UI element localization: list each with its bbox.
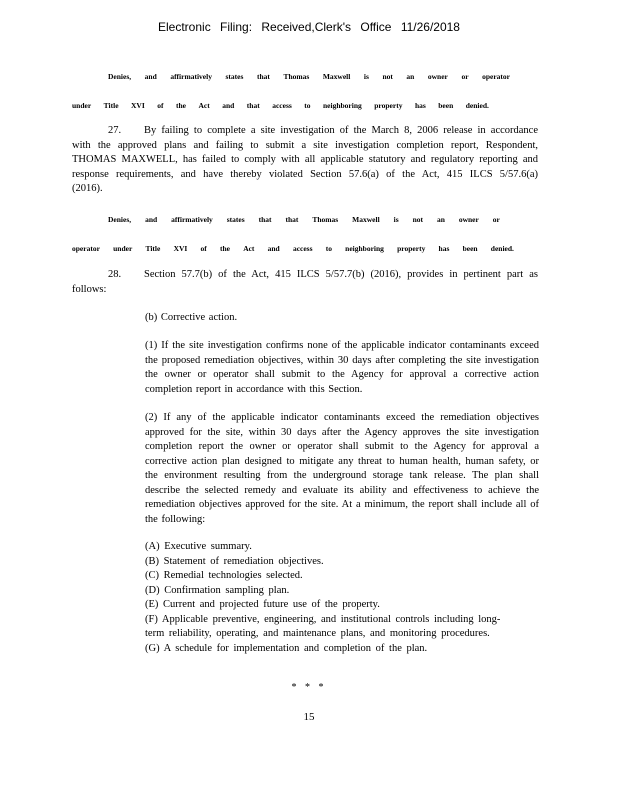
word: states [225, 72, 244, 81]
word: or [492, 215, 500, 224]
word: denied. [465, 101, 489, 110]
word: Act [243, 244, 255, 253]
denial-1-line-2 [72, 101, 489, 110]
word: Thomas [283, 72, 310, 81]
word: operator [72, 244, 100, 253]
word: under [113, 244, 133, 253]
word: Denies, [108, 215, 132, 224]
quote-paragraph-2: (2) If any of the applicable indicator contaminants exceed the remediation objectives approved for the site, within 30 days after the Agency approves the site investigation completion report the owner or operator shall submit to the Agency for approval a corrective action plan designed to mitigate any threat to human health, human safety, or the environment resulting from the underground storage tank release. The plan shall describe the selected remedy and evaluate its ability and effectiveness to achieve the remediation objectives approved for the site. At a minimum, the report shall include all of the following: [145, 412, 539, 525]
word: owner [458, 215, 479, 224]
list-item: (D) Confirmation sampling plan. [145, 584, 290, 596]
quote-paragraph-1: (1) If the site investigation confirms none of the applicable indicator contaminants exceed the proposed remediation objectives, within 30 days after completing the site investigation the owner or operator shall submit to the Agency for approval a corrective action completion report in accordance with this Section. [145, 340, 539, 395]
word: affirmatively [171, 215, 213, 224]
word: been [462, 244, 478, 253]
word: and [145, 215, 158, 224]
list-item: (F) Applicable preventive, engineering, and institutional controls including long-term reliability, operating, and maintenance plans, and monitoring procedures. [145, 613, 501, 639]
word: Denies, [108, 72, 132, 81]
paragraph-28 [72, 268, 538, 297]
word: the [219, 244, 230, 253]
word: been [438, 101, 454, 110]
word: an [436, 215, 445, 224]
word: Title [103, 101, 119, 110]
word: an [406, 72, 415, 81]
list-item: (C) Remedial technologies selected. [145, 570, 303, 581]
list-item: (E) Current and projected future use of the property. [145, 599, 380, 610]
word: XVI [173, 244, 188, 253]
word: neighboring [323, 101, 362, 110]
word: not [412, 215, 423, 224]
word: Title [145, 244, 161, 253]
word: Maxwell [322, 72, 351, 81]
paragraph-number: 28. [108, 269, 122, 280]
quote-heading: (b) Corrective action. [145, 312, 238, 323]
word: and [222, 101, 235, 110]
word: property [374, 101, 403, 110]
list-item: (B) Statement of remediation objectives. [145, 555, 324, 567]
word: that [258, 215, 272, 224]
word: access [292, 244, 313, 253]
word: the [176, 101, 186, 110]
word: neighboring [345, 244, 384, 253]
paragraph-number: 27. [108, 125, 122, 136]
word: and [267, 244, 280, 253]
word: property [397, 244, 426, 253]
word: operator [482, 72, 510, 81]
word: that [285, 215, 299, 224]
paragraph-text: By failing to complete a site investigation of the March 8, 2006 release in accordance with the approved plans and failing to submit a site investigation completion report, Respondent, THOMAS MAXWELL, has failed to comply with all applicable statutory and regulatory reporting and response requirements, and have thereby violated Section 57.6(a) of the Act, 415 ILCS 5/57.6(a) (2016). [72, 125, 538, 194]
word: to [325, 244, 332, 253]
word: that [256, 72, 270, 81]
word: affirmatively [170, 72, 212, 81]
section-separator: * * * [291, 682, 327, 693]
list-item: (A) Executive summary. [145, 541, 252, 552]
page-number: 15 [303, 711, 315, 723]
word: is [363, 72, 369, 81]
word: denied. [490, 244, 514, 253]
word: access [272, 101, 292, 110]
word: to [304, 101, 311, 110]
denial-2-line-1 [108, 215, 500, 224]
filing-header: Electronic Filing: Received,Clerk's Office 11/26/2018 [158, 20, 460, 34]
word: has [414, 101, 426, 110]
word: owner [427, 72, 448, 81]
denial-1-line-1 [108, 72, 510, 81]
requirements-list [145, 540, 539, 656]
word: is [393, 215, 399, 224]
word: Maxwell [352, 215, 380, 224]
word: Thomas [312, 215, 339, 224]
word: of [200, 244, 207, 253]
list-item: (G) A schedule for implementation and completion of the plan. [145, 642, 428, 654]
word: states [226, 215, 245, 224]
word: and [144, 72, 157, 81]
word: under [72, 101, 92, 110]
word: XVI [131, 101, 145, 110]
paragraph-text: Section 57.7(b) of the Act, 415 ILCS 5/57.7(b) (2016), provides in pertinent part as follows: [72, 269, 538, 295]
word: Act [198, 101, 210, 110]
word: not [382, 72, 393, 81]
word: has [438, 244, 450, 253]
word: that [246, 101, 260, 110]
word: or [461, 72, 469, 81]
denial-2-line-2 [72, 244, 514, 253]
word: of [157, 101, 164, 110]
paragraph-27 [72, 124, 538, 197]
